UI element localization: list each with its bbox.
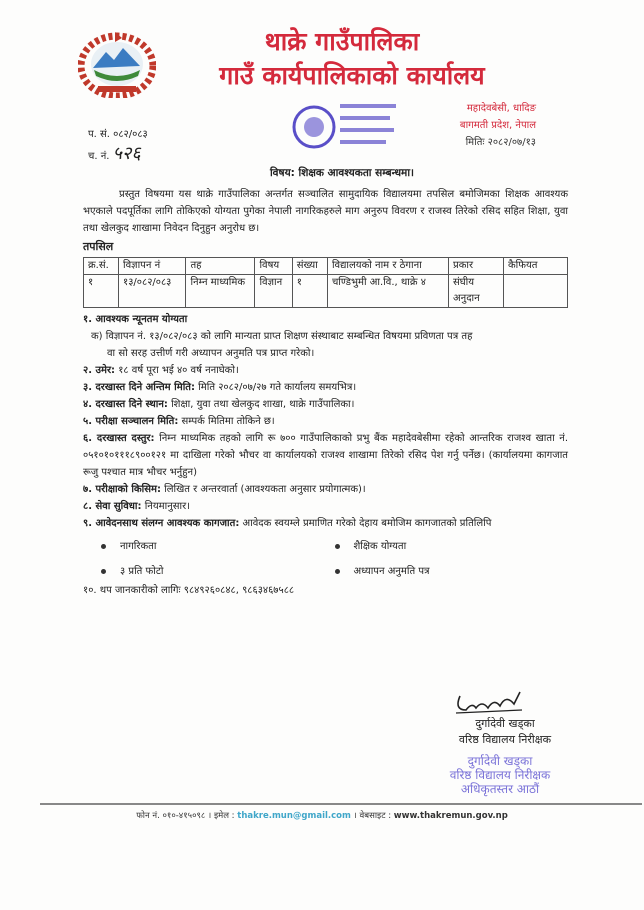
- cell-subject: विज्ञान: [255, 275, 292, 308]
- bullet-icon: [335, 544, 340, 549]
- bullet-icon: [335, 569, 340, 574]
- table-header-row: [84, 258, 568, 275]
- item-3-label: ३. दरखास्त दिने अन्तिम मिति:: [83, 382, 195, 393]
- address-line-2: बागमती प्रदेश, नेपाल: [459, 120, 536, 131]
- signatory: [440, 716, 570, 748]
- col-count: संख्या: [292, 258, 327, 275]
- cell-type: संघीय अनुदान: [449, 275, 504, 308]
- item-4: [83, 396, 568, 413]
- stamp-rank: अधिकृतस्तर आठौं: [460, 782, 540, 796]
- col-remarks: कैफियत: [504, 258, 568, 275]
- item-6-text: निम्न माध्यमिक तहको लागि रू ७०० गाउँपालिकाको प्रभु बैंक महादेवबेसीमा रहेको आन्तरिक राजश्व खाता नं. ०५१०१०१११८९००१२१ मा दाखिला गरेको भौचर वा कार्यालयको राजश्व शाखामा तिरेको रसिद पेश गर्नु पर्नेछ। (कार्यालयमा कागजात रूजु पश्चात मात्र भौचर भर्नुहुन): [83, 433, 568, 478]
- item-3-text: मिति २०८२/०७/२७ गते कार्यालय समयभित्र।: [198, 382, 357, 393]
- item-8-text: नियमानुसार।: [144, 501, 191, 512]
- item-5-label: ५. परीक्षा सञ्चालन मिति:: [83, 416, 179, 427]
- list-item: [335, 563, 569, 580]
- signatory-stamp: [425, 754, 575, 796]
- item-1a: क) विज्ञापन नं. १३/०८२/०८३ को लागि मान्यता प्राप्त शिक्षण संस्थाबाट सम्बन्धित विषयमा प्रविणता पत्र तह: [91, 331, 473, 342]
- office-address: [460, 100, 536, 151]
- dispatch-number-value: ५२६: [112, 143, 141, 164]
- letter-body: [83, 186, 568, 599]
- intro-paragraph: प्रस्तुत विषयमा यस थाक्रे गाउँपालिका अन्तर्गत सञ्चालित सामुदायिक विद्यालयमा तपसिल बमोजिमका शिक्षक आवश्यक भएकाले पदपूर्तिका लागि तोकिएको योग्यता पुगेका नेपाली नागरिकहरुले माग अनुरुप विवरण र राजस्व तिरेको रसिद सहित शिक्षा, युवा तथा खेलकुद शाखामा निवेदन दिनुहुन अनुरोध छ।: [83, 189, 568, 234]
- footer-website-label: । वेबसाइट :: [353, 811, 392, 821]
- item-4-text: शिक्षा, युवा तथा खेलकुद शाखा, थाक्रे गाउँपालिका।: [171, 399, 355, 410]
- footer-phone: फोन नं. ०१०-४१५०९८ । इमेल :: [136, 811, 235, 821]
- footer-email[interactable]: thakre.mun@gmail.com: [237, 811, 351, 821]
- doc-label: शैक्षिक योग्यता: [353, 541, 407, 552]
- item-8-label: ८. सेवा सुविधा:: [83, 501, 142, 512]
- item-4-label: ४. दरखास्त दिने स्थान:: [83, 399, 168, 410]
- item-7-text: लिखित र अन्तरवार्ता (आवश्यकता अनुसार प्रयोगात्मक)।: [164, 484, 366, 495]
- item-10: १०. थप जानकारीको लागिः ९८४९२६०८४८, ९८६३४६७५८८: [83, 585, 295, 596]
- item-9-label: ९. आवेदनसाथ संलग्न आवश्यक कागजात:: [83, 518, 240, 529]
- col-school: विद्यालयको नाम र ठेगाना: [327, 258, 448, 275]
- item-1-label: १. आवश्यक न्यूनतम योग्यता: [83, 314, 188, 325]
- col-type: प्रकार: [449, 258, 504, 275]
- bullet-icon: [101, 569, 106, 574]
- dispatch-number-label: च. नं.: [88, 151, 110, 162]
- handwritten-signature: [410, 688, 590, 716]
- letter-date: मितिः २०८२/०७/१३: [465, 137, 536, 148]
- list-item: [335, 538, 569, 555]
- item-5: [83, 413, 568, 430]
- stamp-name: दुर्गादेवी खड्का: [467, 754, 533, 768]
- col-sn: क्र.सं.: [84, 258, 119, 275]
- cell-sn: १: [84, 275, 119, 308]
- item-1a-cont: वा सो सरह उत्तीर्ण गरी अध्यापन अनुमति पत्र प्राप्त गरेको।: [107, 348, 315, 359]
- requirements-list: [83, 311, 568, 599]
- letterhead-municipality: थाक्रे गाउँपालिका: [264, 27, 420, 56]
- item-6: [83, 430, 568, 481]
- details-heading: तपसिल: [83, 240, 114, 253]
- doc-label: अध्यापन अनुमति पत्र: [353, 566, 430, 577]
- item-3: [83, 379, 568, 396]
- office-seal-stamp: [290, 94, 402, 160]
- cell-school: चण्डिभुमी आ.वि., थाक्रे ४: [327, 275, 448, 308]
- signatory-title: वरिष्ठ विद्यालय निरीक्षक: [458, 733, 552, 746]
- stamp-title: वरिष्ठ विद्यालय निरीक्षक: [449, 768, 551, 782]
- subject-line: विषय: शिक्षक आवश्यकता सम्बन्धमा।: [269, 167, 415, 179]
- table-row: [84, 275, 568, 308]
- footer-contact: [0, 809, 644, 823]
- col-ad-no: विज्ञापन नं: [119, 258, 186, 275]
- item-2: [83, 362, 568, 379]
- bullet-icon: [101, 544, 106, 549]
- footer-website[interactable]: www.thakremun.gov.np: [393, 811, 508, 821]
- address-line-1: महादेवबेसी, धादिङ: [466, 103, 536, 114]
- item-2-text: १८ वर्ष पूरा भई ४० वर्ष ननाघेको।: [118, 365, 239, 376]
- cell-level: निम्न माध्यमिक: [186, 275, 255, 308]
- cell-count: १: [292, 275, 327, 308]
- doc-label: नागरिकता: [120, 541, 157, 552]
- cell-ad-no: १३/०८२/०८३: [119, 275, 186, 308]
- fiscal-year-ref: प. सं. ०८२/०८३: [88, 129, 148, 140]
- item-9: [83, 515, 568, 532]
- item-6-label: ६. दरखास्त दस्तुर:: [83, 433, 155, 444]
- documents-list: [83, 538, 568, 580]
- item-7: [83, 481, 568, 498]
- list-item: [101, 538, 335, 555]
- item-9-text: आवेदक स्वयम्ले प्रमाणित गरेको देहाय बमोजिम कागजातको प्रतिलिपि: [242, 518, 492, 529]
- letterhead-office: गाउँ कार्यपालिकाको कार्यालय: [219, 61, 485, 90]
- list-item: [101, 563, 335, 580]
- doc-label: ३ प्रति फोटो: [120, 566, 164, 577]
- vacancy-table: [83, 257, 568, 308]
- signatory-name: दुर्गादेवी खड्का: [475, 717, 535, 730]
- item-5-text: सम्पर्क मितिमा तोकिने छ।: [181, 416, 275, 427]
- cell-remarks: [504, 275, 568, 308]
- item-8: [83, 498, 568, 515]
- footer-divider: [40, 803, 642, 805]
- item-7-label: ७. परीक्षाको किसिम:: [83, 484, 161, 495]
- col-subject: विषय: [255, 258, 292, 275]
- col-level: तह: [186, 258, 255, 275]
- item-2-label: २. उमेर:: [83, 365, 116, 376]
